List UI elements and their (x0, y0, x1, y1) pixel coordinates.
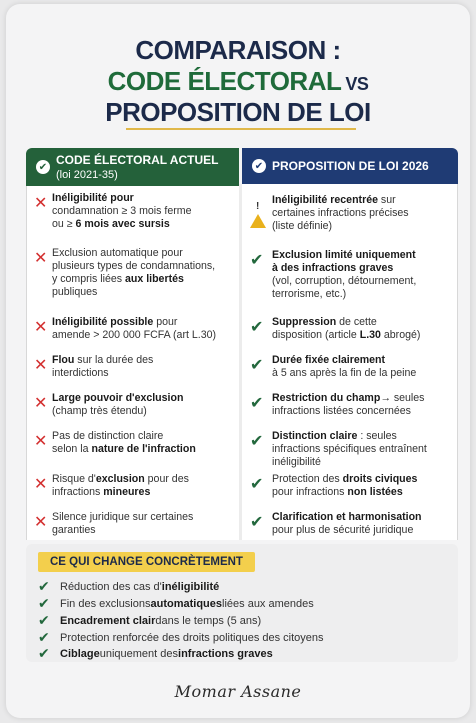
check-badge-icon: ✔ (252, 159, 266, 173)
left-item-5 (34, 392, 234, 418)
text: condamnation ≥ 3 mois ferme (52, 205, 192, 217)
check-icon: ✔ (250, 252, 264, 269)
text-bold: Restriction du champ (272, 392, 381, 404)
left-item-6 (34, 430, 234, 456)
text: infractions (52, 486, 104, 498)
text-bold: à des infractions graves (272, 262, 394, 274)
text: Silence juridique sur certaines (52, 511, 194, 523)
text-bold: Flou (52, 354, 75, 366)
text: à 5 ans après la fin de la peine (272, 367, 417, 379)
check-icon: ✔ (38, 612, 50, 628)
left-item-3 (34, 316, 234, 342)
left-header-title: CODE ÉLECTORAL ACTUEL (56, 153, 219, 167)
text: garanties (52, 524, 96, 536)
text: certaines infractions précises (272, 207, 409, 219)
text: sur la durée des (74, 354, 154, 366)
title-vs: VS (345, 74, 369, 94)
check-icon: ✔ (38, 645, 50, 661)
change-item-3 (38, 612, 261, 629)
left-item-4 (34, 354, 234, 380)
text-bold: Encadrement clair (60, 614, 156, 627)
title-line-2 (6, 65, 470, 100)
text: dans le temps (5 ans) (155, 614, 262, 627)
text: uniquement des (99, 647, 179, 660)
right-item-8 (250, 511, 456, 537)
text: Réduction des cas d' (60, 580, 162, 593)
column-divider (239, 184, 242, 540)
text-bold: automatiques (150, 597, 223, 610)
title-underline (126, 128, 356, 130)
check-icon: ✔ (250, 395, 264, 412)
text: publiques (52, 286, 98, 298)
change-item-5 (38, 645, 273, 662)
text-bold: 6 mois avec sursis (75, 218, 170, 230)
check-icon: ✔ (250, 514, 264, 531)
text: ou ≥ (52, 218, 76, 230)
x-icon: ✕ (34, 514, 48, 531)
text: Fin des exclusions (60, 597, 151, 610)
text-bold: Exclusion limité uniquement (272, 249, 416, 261)
text-bold: non listées (347, 486, 403, 498)
text: Pas de distinction claire (52, 430, 164, 442)
text: terrorisme, etc.) (272, 288, 347, 300)
change-item-4 (38, 629, 324, 646)
left-item-1 (34, 192, 234, 231)
text: amende > 200 000 FCFA (art L.30) (52, 329, 217, 341)
text: Risque d' (52, 473, 96, 485)
text-bold: mineures (103, 486, 151, 498)
text-bold: droits civiques (342, 473, 418, 485)
check-icon: ✔ (250, 433, 264, 450)
text-bold: L.30 (359, 329, 381, 341)
text: pour plus de sécurité juridique (272, 524, 414, 536)
text: de cette (336, 316, 377, 328)
change-item-1 (38, 578, 219, 595)
text-bold: Ciblage (60, 647, 100, 660)
text-bold: aux libertés (125, 273, 184, 285)
text-bold: Distinction claire (272, 430, 358, 442)
check-icon: ✔ (250, 319, 264, 336)
right-item-5 (250, 392, 456, 418)
right-header-title: PROPOSITION DE LOI 2026 (272, 159, 429, 173)
text: plusieurs types de condamnations, (52, 260, 216, 272)
x-icon: ✕ (34, 250, 48, 267)
x-icon: ✕ (34, 319, 48, 336)
change-item-2 (38, 595, 314, 612)
text-bold: Suppression (272, 316, 337, 328)
text: disposition (article (272, 329, 360, 341)
infographic-card (6, 4, 470, 718)
text: Protection des (272, 473, 343, 485)
check-icon: ✔ (250, 357, 264, 374)
right-item-3 (250, 316, 456, 342)
text: pour (153, 316, 178, 328)
changes-panel (26, 544, 458, 662)
text: Protection renforcée des droits politiques des citoyens (60, 631, 324, 644)
x-icon: ✕ (34, 395, 48, 412)
text: liées aux amendes (222, 597, 314, 610)
text: interdictions (52, 367, 109, 379)
changes-title: CE QUI CHANGE CONCRÈTEMENT (38, 552, 255, 572)
text: : seules (357, 430, 397, 442)
left-header-sub: (loi 2021-35) (56, 169, 118, 181)
title-code-electoral: CODE ÉLECTORAL (107, 66, 342, 96)
text-bold: infractions graves (178, 647, 273, 660)
left-item-7 (34, 473, 234, 499)
left-item-2 (34, 247, 234, 299)
check-icon: ✔ (38, 629, 50, 645)
x-icon: ✕ (34, 433, 48, 450)
check-icon: ✔ (38, 578, 50, 594)
x-icon: ✕ (34, 476, 48, 493)
title-line-1: COMPARAISON : (135, 35, 341, 65)
text-bold: exclusion (95, 473, 145, 485)
text: (liste définie) (272, 220, 333, 232)
text-bold: Inéligibilité recentrée (272, 194, 378, 206)
text: (vol, corruption, détournement, (272, 275, 417, 287)
check-icon: ✔ (38, 595, 50, 611)
text: pour infractions (272, 486, 348, 498)
text: abrogé) (380, 329, 421, 341)
text-bold: Large pouvoir d'exclusion (52, 392, 184, 404)
text-bold: inéligibilité (161, 580, 220, 593)
warning-icon (250, 198, 272, 214)
x-icon: ✕ (34, 195, 48, 212)
right-item-2 (250, 249, 456, 301)
text: inéligibilité (272, 456, 321, 468)
text-bold: Clarification et harmonisation (272, 511, 422, 523)
right-item-6 (250, 430, 456, 469)
check-badge-icon: ✔ (36, 160, 50, 174)
text-bold: Inéligibilité possible (52, 316, 154, 328)
right-item-1 (250, 194, 456, 233)
text-bold: nature de l'infraction (91, 443, 196, 455)
text: (champ très étendu) (52, 405, 147, 417)
text-bold: Durée fixée clairement (272, 354, 386, 366)
text: selon la (52, 443, 92, 455)
right-item-7 (250, 473, 456, 499)
text: infractions listées concernées (272, 405, 411, 417)
text: y compris liées (52, 273, 125, 285)
text: Exclusion automatique pour (52, 247, 183, 259)
text: sur (377, 194, 396, 206)
left-column-header (26, 148, 239, 186)
title-line-3: PROPOSITION DE LOI (105, 97, 371, 127)
right-item-4 (250, 354, 456, 380)
signature: Momar Assane (174, 682, 302, 701)
left-item-8 (34, 511, 234, 537)
text-bold: Inéligibilité pour (52, 192, 134, 204)
x-icon: ✕ (34, 357, 48, 374)
text: pour des (144, 473, 189, 485)
text: → seules (380, 392, 425, 404)
check-icon: ✔ (250, 476, 264, 493)
right-column-header (242, 148, 458, 184)
text: infractions spécifiques entraînent (272, 443, 427, 455)
